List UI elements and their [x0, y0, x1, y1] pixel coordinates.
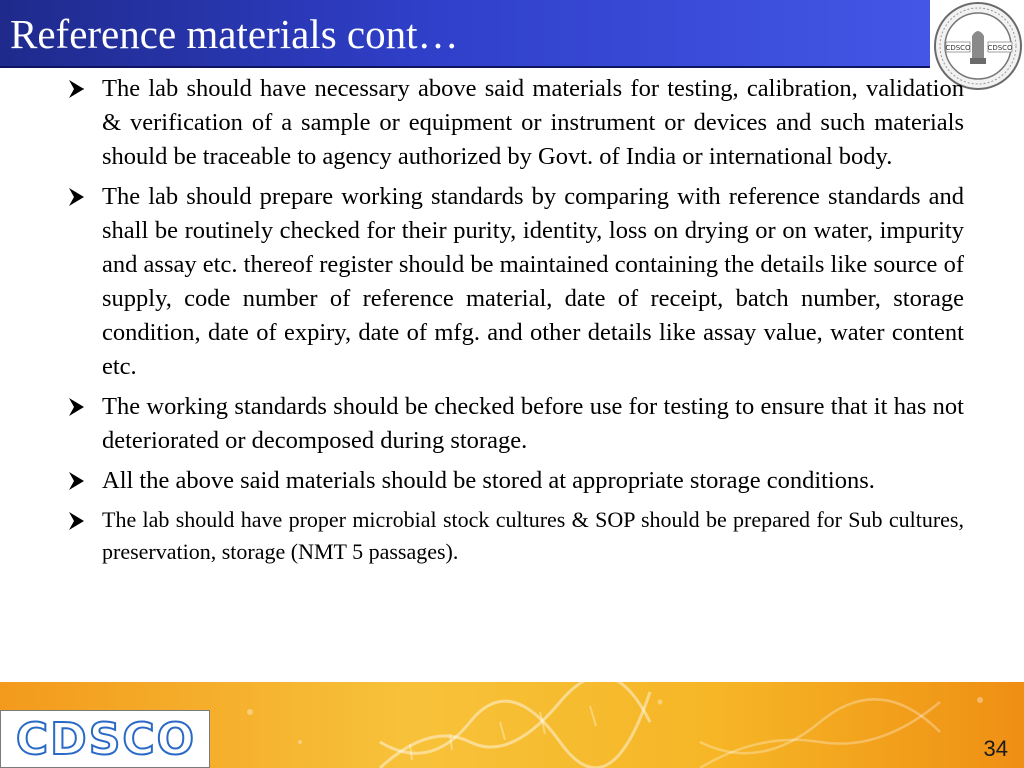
- arrow-bullet-icon: [66, 76, 90, 102]
- bullet-item: [66, 72, 964, 174]
- svg-text:CDSCO: CDSCO: [945, 44, 971, 52]
- bullet-text: The working standards should be checked before use for testing to ensure that it has not deteriorated or decomposed during storage.: [102, 393, 964, 454]
- bullet-item: [66, 504, 964, 568]
- slide-title: Reference materials cont…: [10, 11, 459, 57]
- arrow-bullet-icon: [66, 394, 90, 420]
- bullet-text: The lab should have proper microbial stock cultures & SOP should be prepared for Sub cultures, preservation, storage (NMT 5 passages).: [102, 507, 964, 564]
- bullet-text: The lab should have necessary above said materials for testing, calibration, validation & verification of a sample or equipment or instrument or devices and such materials should be traceable to agency authorized by Govt. of India or international body.: [102, 75, 964, 170]
- bullet-item: [66, 390, 964, 458]
- page-number: 34: [983, 736, 1008, 761]
- arrow-bullet-icon: [66, 184, 90, 210]
- bullet-text: The lab should prepare working standards by comparing with reference standards and shall be routinely checked for their purity, identity, loss on drying or on water, impurity and assay etc. thereof register should be maintained containing the details like source of supply, code number of reference material, date of receipt, batch number, storage condition, date of expiry, date of mfg. and other details like assay value, water content etc.: [102, 183, 964, 380]
- footer-banner: [0, 682, 1024, 768]
- bullet-text: All the above said materials should be stored at appropriate storage conditions.: [102, 467, 875, 494]
- arrow-bullet-icon: [66, 468, 90, 494]
- arrow-bullet-icon: [66, 508, 90, 534]
- title-bar: [0, 0, 930, 68]
- cdsco-logo-text: CDSCO: [15, 714, 197, 765]
- bullet-item: [66, 464, 964, 498]
- bullet-item: [66, 180, 964, 384]
- svg-text:CDSCO: CDSCO: [987, 44, 1013, 52]
- bullet-list: [66, 72, 964, 568]
- cdsco-logo: [0, 710, 210, 768]
